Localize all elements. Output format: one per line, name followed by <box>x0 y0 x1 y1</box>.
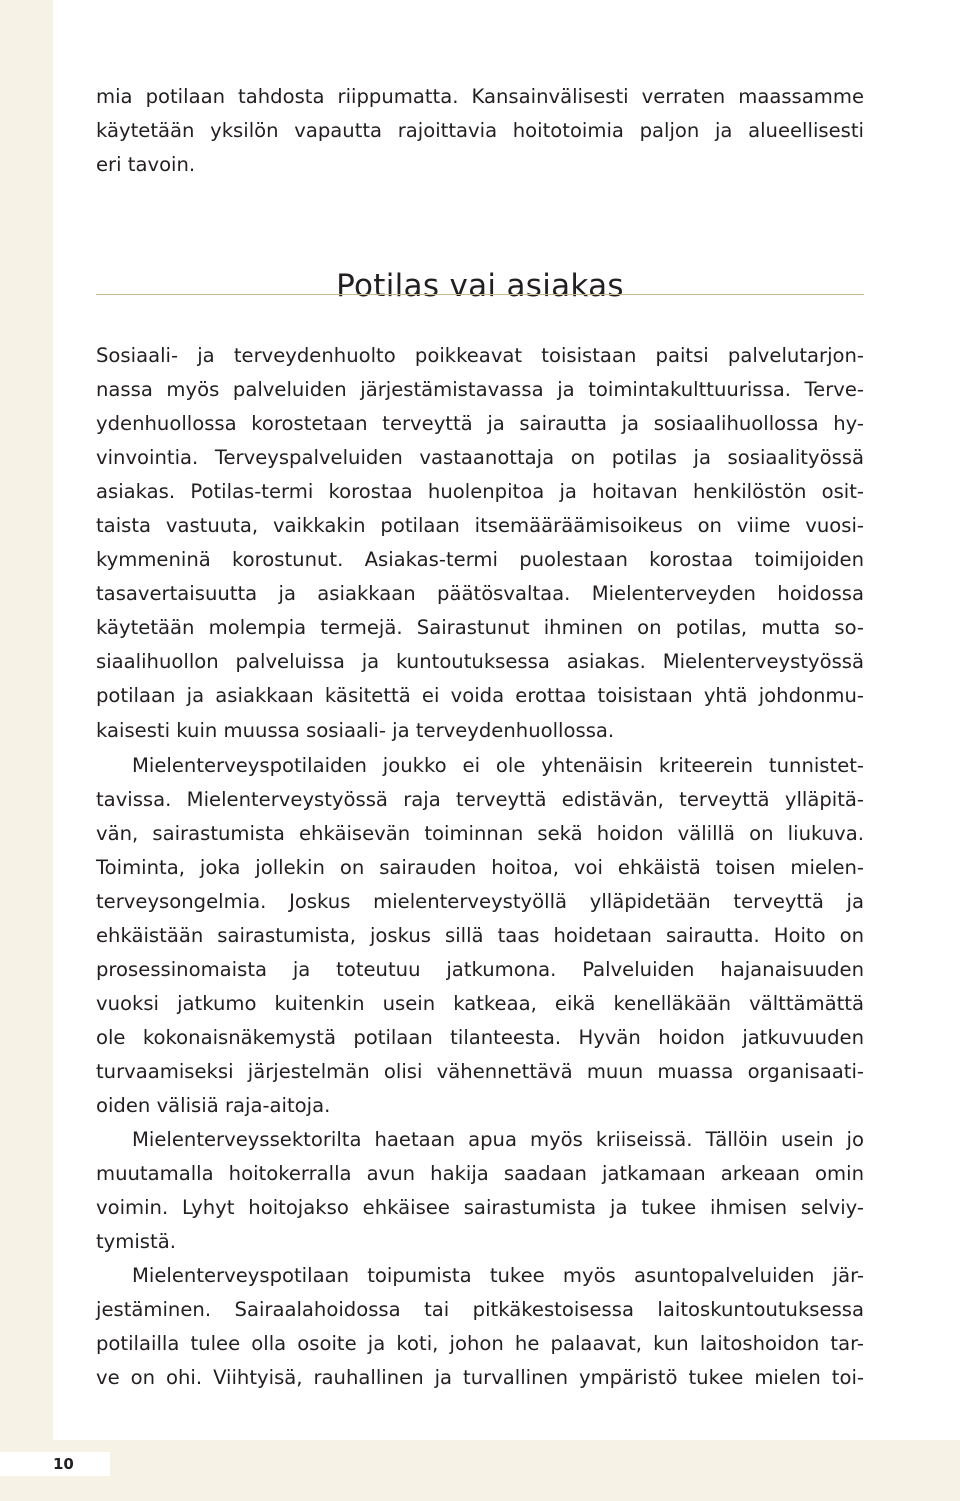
paragraph4-line: jestäminen. Sairaalahoidossa tai pitkäkestoisessa laitoskuntoutuksessa <box>96 1298 864 1321</box>
paragraph2-line: ehkäistään sairastumista, joskus sillä taas hoidetaan sairautta. Hoito on <box>96 924 864 947</box>
paragraph2-line: terveysongelmia. Joskus mielenterveystyöllä ylläpidetään terveyttä ja <box>96 890 864 913</box>
paragraph1-line: kaisesti kuin muussa sosiaali- ja terveydenhuollossa. <box>96 719 615 742</box>
paragraph2-line: vuoksi jatkumo kuitenkin usein katkeaa, eikä kenelläkään välttämättä <box>96 992 864 1015</box>
paragraph1-line: nassa myös palveluiden järjestämistavassa ja toimintakulttuurissa. Terve- <box>96 378 864 401</box>
bottom-margin-band <box>0 1440 960 1501</box>
paragraph2-line: Mielenterveyspotilaiden joukko ei ole yhtenäisin kriteerein tunnistet- <box>132 754 864 777</box>
paragraph2-line: tavissa. Mielenterveystyössä raja terveyttä edistävän, terveyttä ylläpitä- <box>96 788 864 811</box>
paragraph1-line: vinvointia. Terveyspalveluiden vastaanottaja on potilas ja sosiaalityössä <box>96 446 864 469</box>
paragraph2-line: oiden välisiä raja-aitoja. <box>96 1094 331 1117</box>
intro-line: mia potilaan tahdosta riippumatta. Kansainvälisesti verraten maassamme <box>96 85 864 108</box>
paragraph1-line: tasavertaisuutta ja asiakkaan päätösvaltaa. Mielenterveyden hoidossa <box>96 582 864 605</box>
section-title: Potilas vai asiakas <box>336 267 624 304</box>
paragraph3-line: tymistä. <box>96 1230 176 1253</box>
paragraph4-line: Mielenterveyspotilaan toipumista tukee myös asuntopalveluiden jär- <box>132 1264 864 1287</box>
paragraph2-line: prosessinomaista ja toteutuu jatkumona. Palveluiden hajanaisuuden <box>96 958 864 981</box>
intro-line: eri tavoin. <box>96 153 196 176</box>
paragraph1-line: siaalihuollon palveluissa ja kuntoutuksessa asiakas. Mielenterveystyössä <box>96 650 864 673</box>
left-margin-band <box>0 0 53 1501</box>
paragraph3-line: Mielenterveyssektorilta haetaan apua myös kriiseissä. Tällöin usein jo <box>132 1128 864 1151</box>
paragraph1-line: Sosiaali- ja terveydenhuolto poikkeavat toisistaan paitsi palvelutarjon- <box>96 344 864 367</box>
paragraph4-line: ve on ohi. Viihtyisä, rauhallinen ja turvallinen ympäristö tukee mielen toi- <box>96 1366 864 1389</box>
heading-divider <box>96 294 864 295</box>
paragraph1-line: käytetään molempia termejä. Sairastunut ihminen on potilas, mutta so- <box>96 616 864 639</box>
paragraph1-line: asiakas. Potilas-termi korostaa huolenpitoa ja hoitavan henkilöstön osit- <box>96 480 864 503</box>
paragraph1-line: potilaan ja asiakkaan käsitettä ei voida erottaa toisistaan yhtä johdonmu- <box>96 684 864 707</box>
paragraph1-line: taista vastuuta, vaikkakin potilaan itsemääräämisoikeus on viime vuosi- <box>96 514 864 537</box>
paragraph3-line: voimin. Lyhyt hoitojakso ehkäisee sairastumista ja tukee ihmisen selviy- <box>96 1196 864 1219</box>
paragraph3-line: muutamalla hoitokerralla avun hakija saadaan jatkamaan arkeaan omin <box>96 1162 864 1185</box>
paragraph2-line: Toiminta, joka jollekin on sairauden hoitoa, voi ehkäistä toisen mielen- <box>96 856 864 879</box>
page-number: 10 <box>0 1452 110 1476</box>
paragraph4-line: potilailla tulee olla osoite ja koti, johon he palaavat, kun laitoshoidon tar- <box>96 1332 864 1355</box>
paragraph1-line: kymmeninä korostunut. Asiakas-termi puolestaan korostaa toimijoiden <box>96 548 864 571</box>
paragraph1-line: ydenhuollossa korostetaan terveyttä ja sairautta ja sosiaalihuollossa hy- <box>96 412 864 435</box>
paragraph2-line: ole kokonaisnäkemystä potilaan tilanteesta. Hyvän hoidon jatkuvuuden <box>96 1026 864 1049</box>
intro-line: käytetään yksilön vapautta rajoittavia hoitotoimia paljon ja alueellisesti <box>96 119 864 142</box>
paragraph2-line: turvaamiseksi järjestelmän olisi vähennettävä muun muassa organisaati- <box>96 1060 864 1083</box>
paragraph2-line: vän, sairastumista ehkäisevän toiminnan sekä hoidon välillä on liukuva. <box>96 822 864 845</box>
